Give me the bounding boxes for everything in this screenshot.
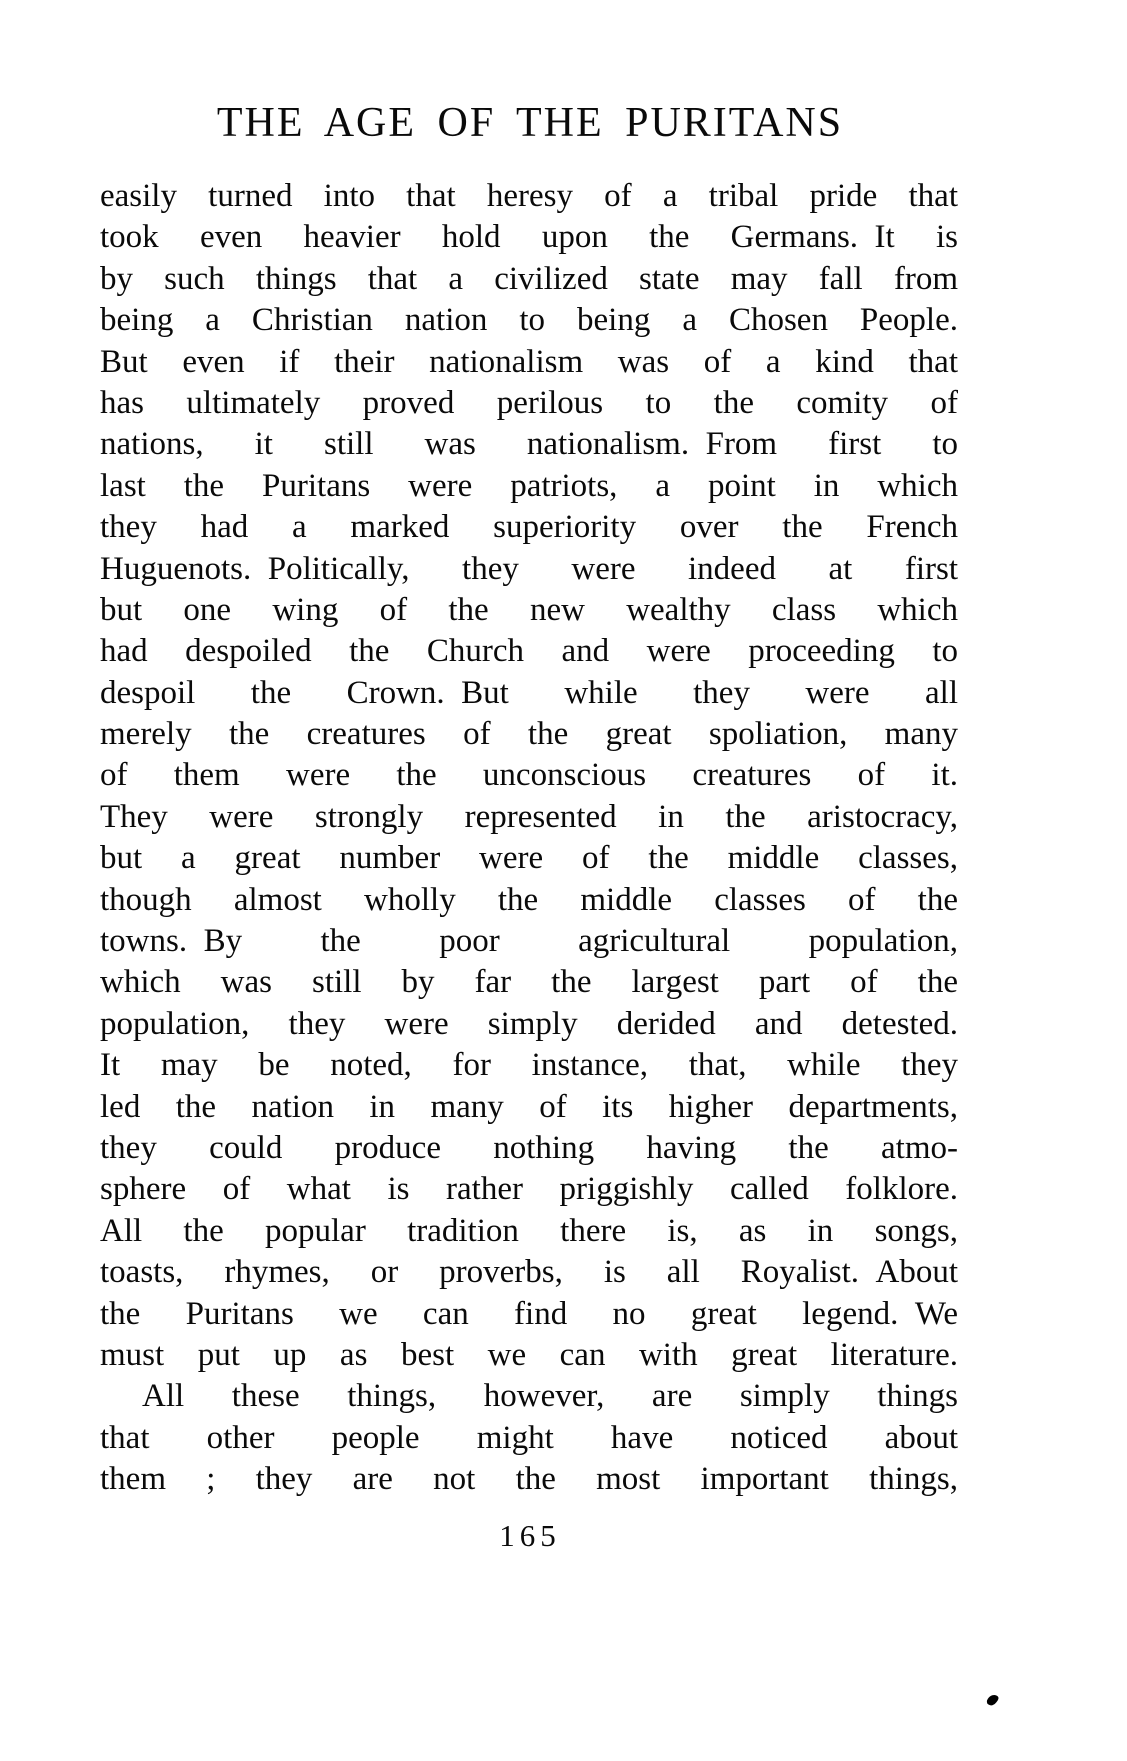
text-line: being a Christian nation to being a Chosen People. — [100, 302, 958, 339]
text-line: though almost wholly the middle classes of the — [100, 881, 958, 918]
text-line: them ; they are not the most important things, — [100, 1461, 958, 1498]
text-line: must put up as best we can with great literature. — [100, 1336, 958, 1373]
text-line: It may be noted, for instance, that, while they — [100, 1047, 958, 1084]
text-line: took even heavier hold upon the Germans. It is — [100, 219, 958, 256]
text-line: despoil the Crown. But while they were all — [100, 674, 958, 711]
page-number: 165 — [499, 1518, 561, 1553]
text-line: they had a marked superiority over the French — [100, 509, 958, 546]
text-line: the Puritans we can find no great legend. We — [100, 1295, 958, 1332]
text-line: towns. By the poor agricultural population, — [100, 923, 958, 960]
text-line: They were strongly represented in the aristocracy, — [100, 798, 958, 835]
page-title: THE AGE OF THE PURITANS — [216, 100, 844, 146]
text-line: All the popular tradition there is, as in songs, — [100, 1212, 958, 1249]
text-line: But even if their nationalism was of a kind that — [100, 343, 958, 380]
text-line: by such things that a civilized state may fall from — [100, 260, 958, 297]
text-line: that other people might have noticed about — [100, 1419, 958, 1456]
text-line: they could produce nothing having the atmo- — [100, 1129, 958, 1166]
text-line: toasts, rhymes, or proverbs, is all Royalist. About — [100, 1254, 958, 1291]
text-line: of them were the unconscious creatures of it. — [100, 757, 958, 794]
text-line: led the nation in many of its higher departments, — [100, 1088, 958, 1125]
text-line: population, they were simply derided and detested. — [100, 1005, 958, 1042]
text-line: Huguenots. Politically, they were indeed at first — [100, 550, 958, 587]
text-line: last the Puritans were patriots, a point in which — [100, 467, 958, 504]
ink-speck — [985, 1693, 999, 1708]
text-line: sphere of what is rather priggishly called folklore. — [100, 1171, 958, 1208]
text-line: has ultimately proved perilous to the comity of — [100, 384, 958, 421]
body-text — [100, 176, 958, 1501]
text-line: All these things, however, are simply things — [142, 1378, 958, 1415]
text-line: nations, it still was nationalism. From first to — [100, 426, 958, 463]
text-line: easily turned into that heresy of a tribal pride that — [100, 178, 958, 214]
text-line: merely the creatures of the great spoliation, many — [100, 716, 958, 753]
text-line: had despoiled the Church and were proceeding to — [100, 633, 958, 670]
text-line: but one wing of the new wealthy class which — [100, 591, 958, 628]
text-line: which was still by far the largest part of the — [100, 964, 958, 1001]
text-line: but a great number were of the middle classes, — [100, 840, 958, 877]
